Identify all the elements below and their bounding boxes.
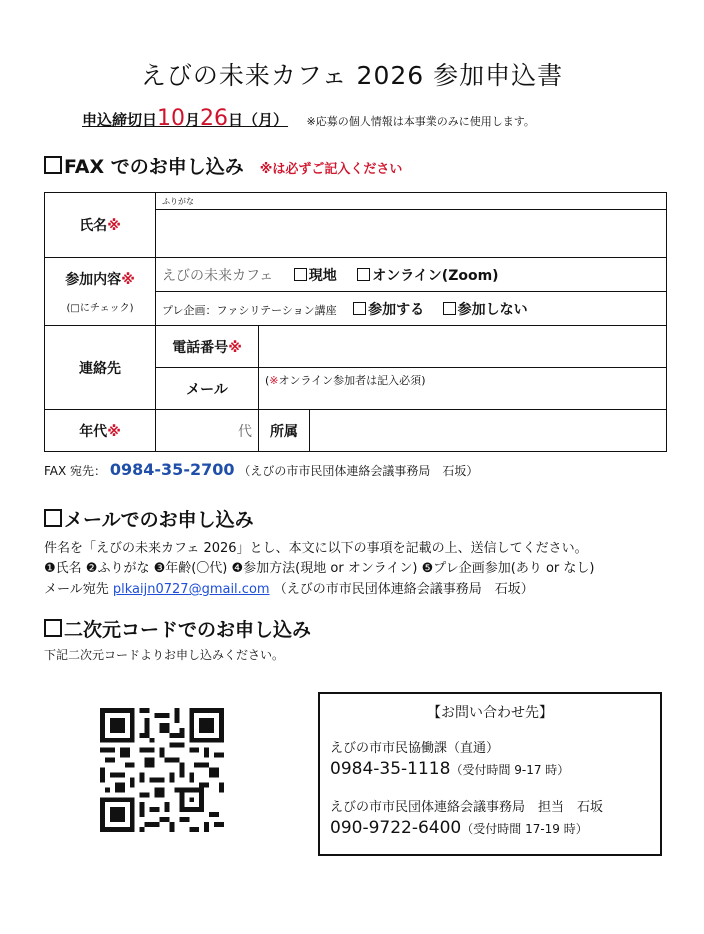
checkbox-icon[interactable] [294, 268, 307, 281]
contact-org2: えびの市市民団体連絡会議事務局 担当 石坂 [330, 800, 604, 815]
pre-event-name: プレ企画：ファシリテーション講座 [162, 303, 337, 317]
mail-note: (※オンライン参加者は記入必須) [265, 374, 426, 387]
mail-field[interactable] [259, 368, 667, 410]
furigana-field[interactable] [156, 193, 667, 210]
mail-instruction: 件名を「えびの未来カフェ 2026」とし、本文に以下の事項を記載の上、送信してください。 [44, 541, 588, 556]
fax-title-text: FAX でのお申し込み [64, 156, 244, 178]
participation-sub: (□にチェック) [66, 303, 134, 314]
contact-phone1-line [330, 759, 569, 779]
affiliation-label-cell [259, 410, 310, 452]
fax-number: 0984-35-2700 [109, 460, 235, 479]
option-onsite-label: 現地 [308, 267, 337, 284]
mail-note-mark: ※ [269, 374, 279, 387]
deadline-line [82, 106, 535, 131]
phone-label: 電話番号 [172, 339, 229, 356]
mail-address-suffix: （えびの市市民団体連絡会議事務局 石坂） [273, 582, 534, 597]
deadline-prefix: 申込締切日 [82, 111, 158, 129]
contact-title: 【お問い合わせ先】 [427, 705, 553, 721]
deadline-month-unit: 月 [185, 111, 201, 129]
contact-label-cell [45, 326, 156, 410]
required-note: ※は必ずご記入ください [259, 162, 403, 177]
privacy-note: ※応募の個人情報は本事業のみに使用します。 [306, 115, 535, 128]
mail-label: メール [186, 381, 228, 398]
required-mark: ※ [121, 272, 135, 288]
furigana-label: ふりがな [162, 196, 194, 206]
contact-label: 連絡先 [79, 360, 121, 377]
checkbox-icon [44, 509, 62, 527]
event-name: えびの未来カフェ [162, 267, 274, 284]
qr-section-title [44, 615, 311, 642]
qr-instruction: 下記二次元コードよりお申し込みください。 [44, 648, 285, 662]
mail-section-title [44, 505, 254, 532]
required-mark: ※ [107, 423, 121, 440]
qr-code-icon[interactable] [100, 708, 224, 832]
qr-title-text: 二次元コードでのお申し込み [64, 619, 312, 641]
age-field[interactable] [156, 410, 259, 452]
mail-note-text: オンライン参加者は記入必須 [278, 374, 422, 387]
participation-label-cell [45, 258, 156, 326]
required-mark: ※ [228, 339, 242, 356]
participation-label: 参加内容 [65, 272, 122, 288]
affiliation-label: 所属 [270, 423, 298, 440]
fax-destination [44, 460, 478, 479]
phone-label-cell [156, 326, 259, 368]
checkbox-icon[interactable] [443, 302, 456, 315]
deadline-day: 26 [200, 106, 229, 131]
option-join-label: 参加する [368, 301, 425, 318]
deadline-month: 10 [157, 106, 186, 131]
option-onsite[interactable] [294, 268, 337, 284]
mail-items: ❶氏名 ❷ふりがな ❸年齢(〇代) ❹参加方法(現地 or オンライン) ❺プレ企画参加(あり or なし) [44, 561, 595, 576]
affiliation-field[interactable] [310, 410, 667, 452]
deadline [82, 106, 289, 131]
age-label: 年代 [79, 423, 108, 440]
contact-box [318, 692, 662, 856]
required-mark: ※ [107, 218, 121, 234]
name-label-cell [45, 193, 156, 258]
mail-address-link[interactable]: plkaijn0727@gmail.com [112, 582, 270, 597]
checkbox-icon[interactable] [357, 268, 370, 281]
contact-org1: えびの市市民協働課（直通） [330, 741, 500, 756]
pre-event-row [156, 292, 667, 326]
fax-suffix: （えびの市市民団体連絡会議事務局 石坂） [238, 464, 479, 478]
contact-hours1: （受付時間 9-17 時） [450, 763, 570, 777]
deadline-day-unit: 日（月） [228, 111, 289, 129]
name-label: 氏名 [79, 218, 108, 234]
option-online-label: オンライン(Zoom) [372, 267, 499, 284]
checkbox-icon [44, 619, 62, 637]
mail-label-cell [156, 368, 259, 410]
name-field[interactable] [156, 210, 667, 258]
checkbox-icon [44, 156, 62, 174]
mail-address-line [44, 578, 534, 597]
page-title: えびの未来カフェ 2026 参加申込書 [140, 61, 564, 90]
contact-phone2: 090-9722-6400 [330, 818, 462, 838]
mail-title-text: メールでのお申し込み [64, 509, 254, 531]
option-not-join[interactable] [443, 302, 528, 318]
option-not-join-label: 参加しない [457, 301, 528, 318]
participation-options-row [156, 258, 667, 292]
option-online[interactable] [357, 268, 498, 284]
contact-phone2-line [330, 818, 588, 838]
contact-phone1: 0984-35-1118 [330, 759, 451, 779]
checkbox-icon[interactable] [353, 302, 366, 315]
mail-address-prefix: メール宛先 [44, 582, 109, 597]
fax-prefix: FAX 宛先： [44, 464, 107, 478]
age-label-cell [45, 410, 156, 452]
phone-field[interactable] [259, 326, 667, 368]
fax-form-table [44, 192, 667, 452]
fax-section-title [44, 152, 402, 179]
contact-hours2: （受付時間 17-19 時） [461, 822, 588, 836]
age-unit: 代 [238, 423, 252, 440]
option-join[interactable] [353, 302, 424, 318]
